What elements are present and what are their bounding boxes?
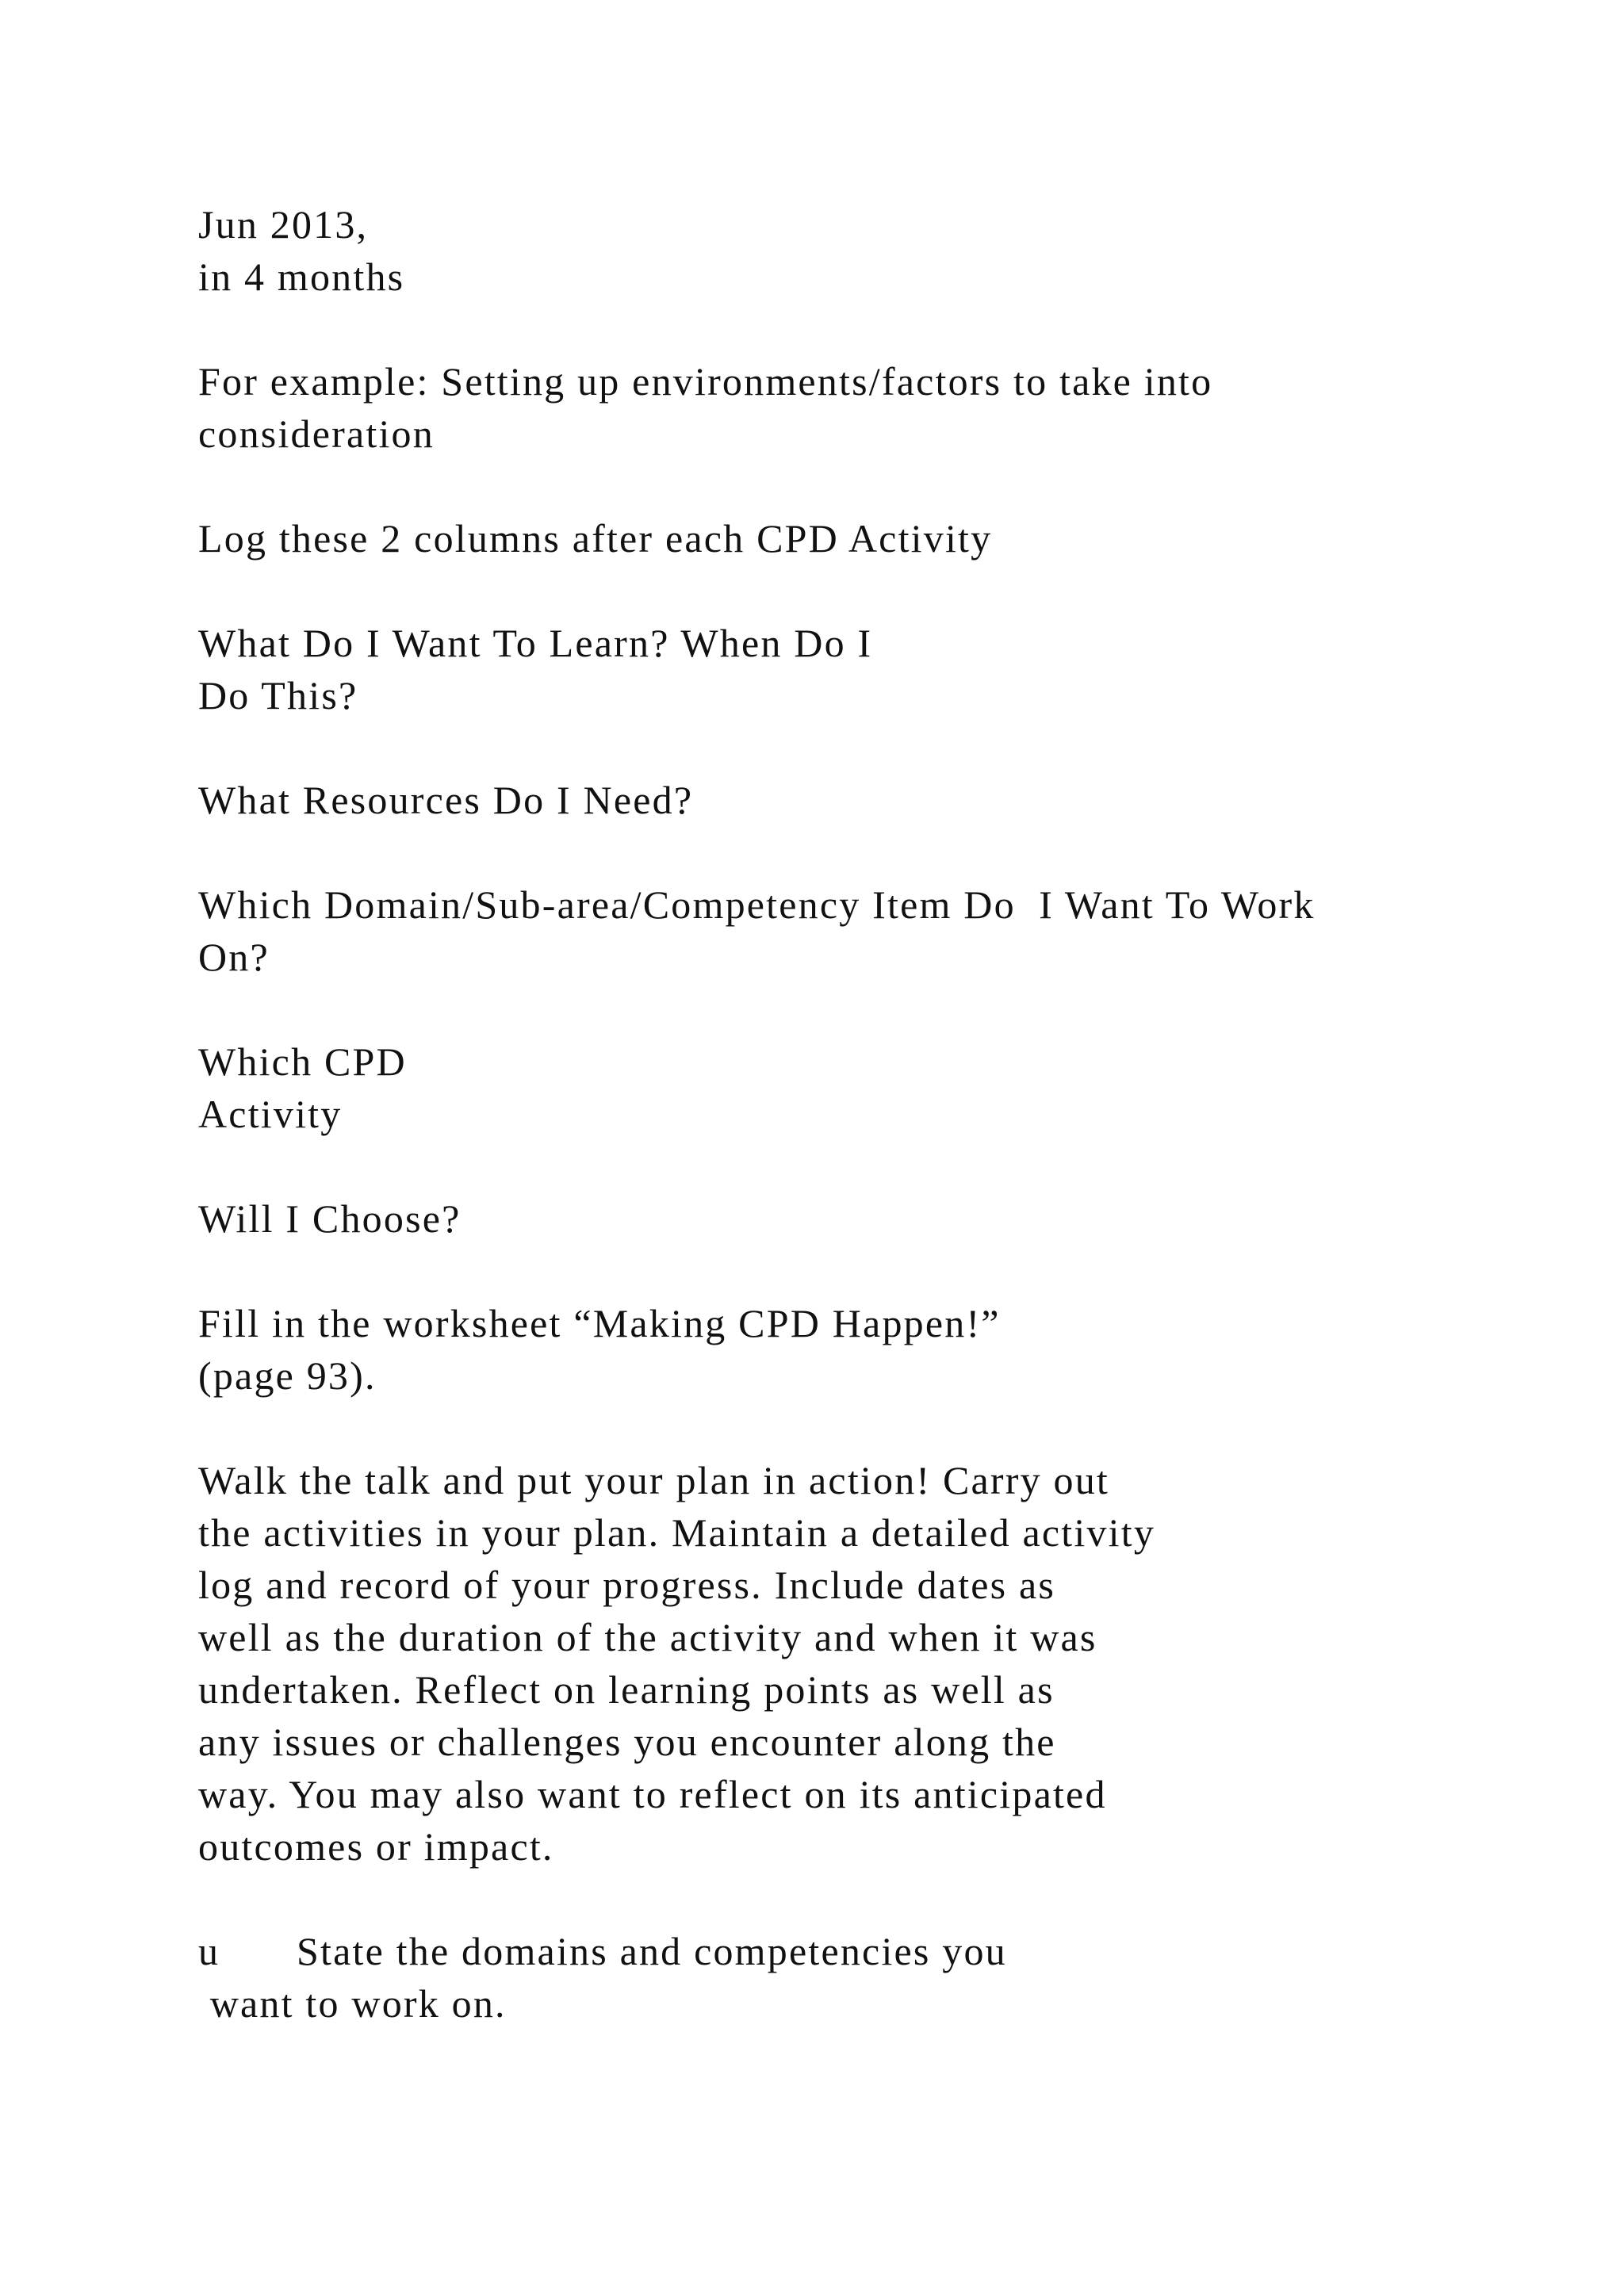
worksheet-paragraph [198,1297,1467,1402]
example-paragraph [198,355,1467,460]
choose-question-paragraph [198,1192,1467,1245]
text-line: outcomes or impact. [198,1824,554,1869]
text-line: Activity [198,1092,343,1136]
bullet-text: State the domains and competencies you [297,1929,1007,1973]
text-line: Which Domain/Sub-area/Competency Item Do I Want To Work [198,882,1316,927]
text-line: Log these 2 columns after each CPD Activity [198,516,993,561]
log-instruction-paragraph [198,512,1467,564]
date-paragraph [198,198,1467,303]
walk-the-talk-paragraph [198,1454,1467,1873]
text-line: Walk the talk and put your plan in action! Carry out [198,1458,1109,1502]
text-line: Will I Choose? [198,1196,462,1241]
text-line: the activities in your plan. Maintain a detailed activity [198,1510,1156,1555]
text-line: What Do I Want To Learn? When Do I [198,621,873,665]
bullet-item [198,1925,1467,2030]
text-line: any issues or challenges you encounter along the [198,1720,1056,1764]
text-line: Fill in the worksheet “Making CPD Happen!” [198,1301,1001,1345]
text-line: (page 93). [198,1353,377,1398]
text-line: undertaken. Reflect on learning points as well as [198,1667,1055,1712]
text-line: What Resources Do I Need? [198,778,694,822]
text-line: well as the duration of the activity and when it was [198,1615,1097,1659]
text-line: Jun 2013, [198,202,369,247]
text-line: Which CPD [198,1039,407,1084]
bullet-line [198,1925,1467,1977]
text-line: log and record of your progress. Include dates as [198,1563,1056,1607]
resources-question-paragraph [198,774,1467,826]
bullet-continuation: want to work on. [198,1981,507,2026]
bullet-marker: u [198,1929,220,1973]
text-line: way. You may also want to reflect on its anticipated [198,1772,1107,1816]
text-line: For example: Setting up environments/factors to take into [198,359,1213,404]
text-line: in 4 months [198,254,405,299]
learn-question-paragraph [198,617,1467,721]
text-line: On? [198,935,270,979]
document-body [198,198,1467,2082]
text-line: Do This? [198,673,358,718]
cpd-activity-paragraph [198,1035,1467,1140]
text-line: consideration [198,411,435,456]
domain-question-paragraph [198,878,1467,983]
